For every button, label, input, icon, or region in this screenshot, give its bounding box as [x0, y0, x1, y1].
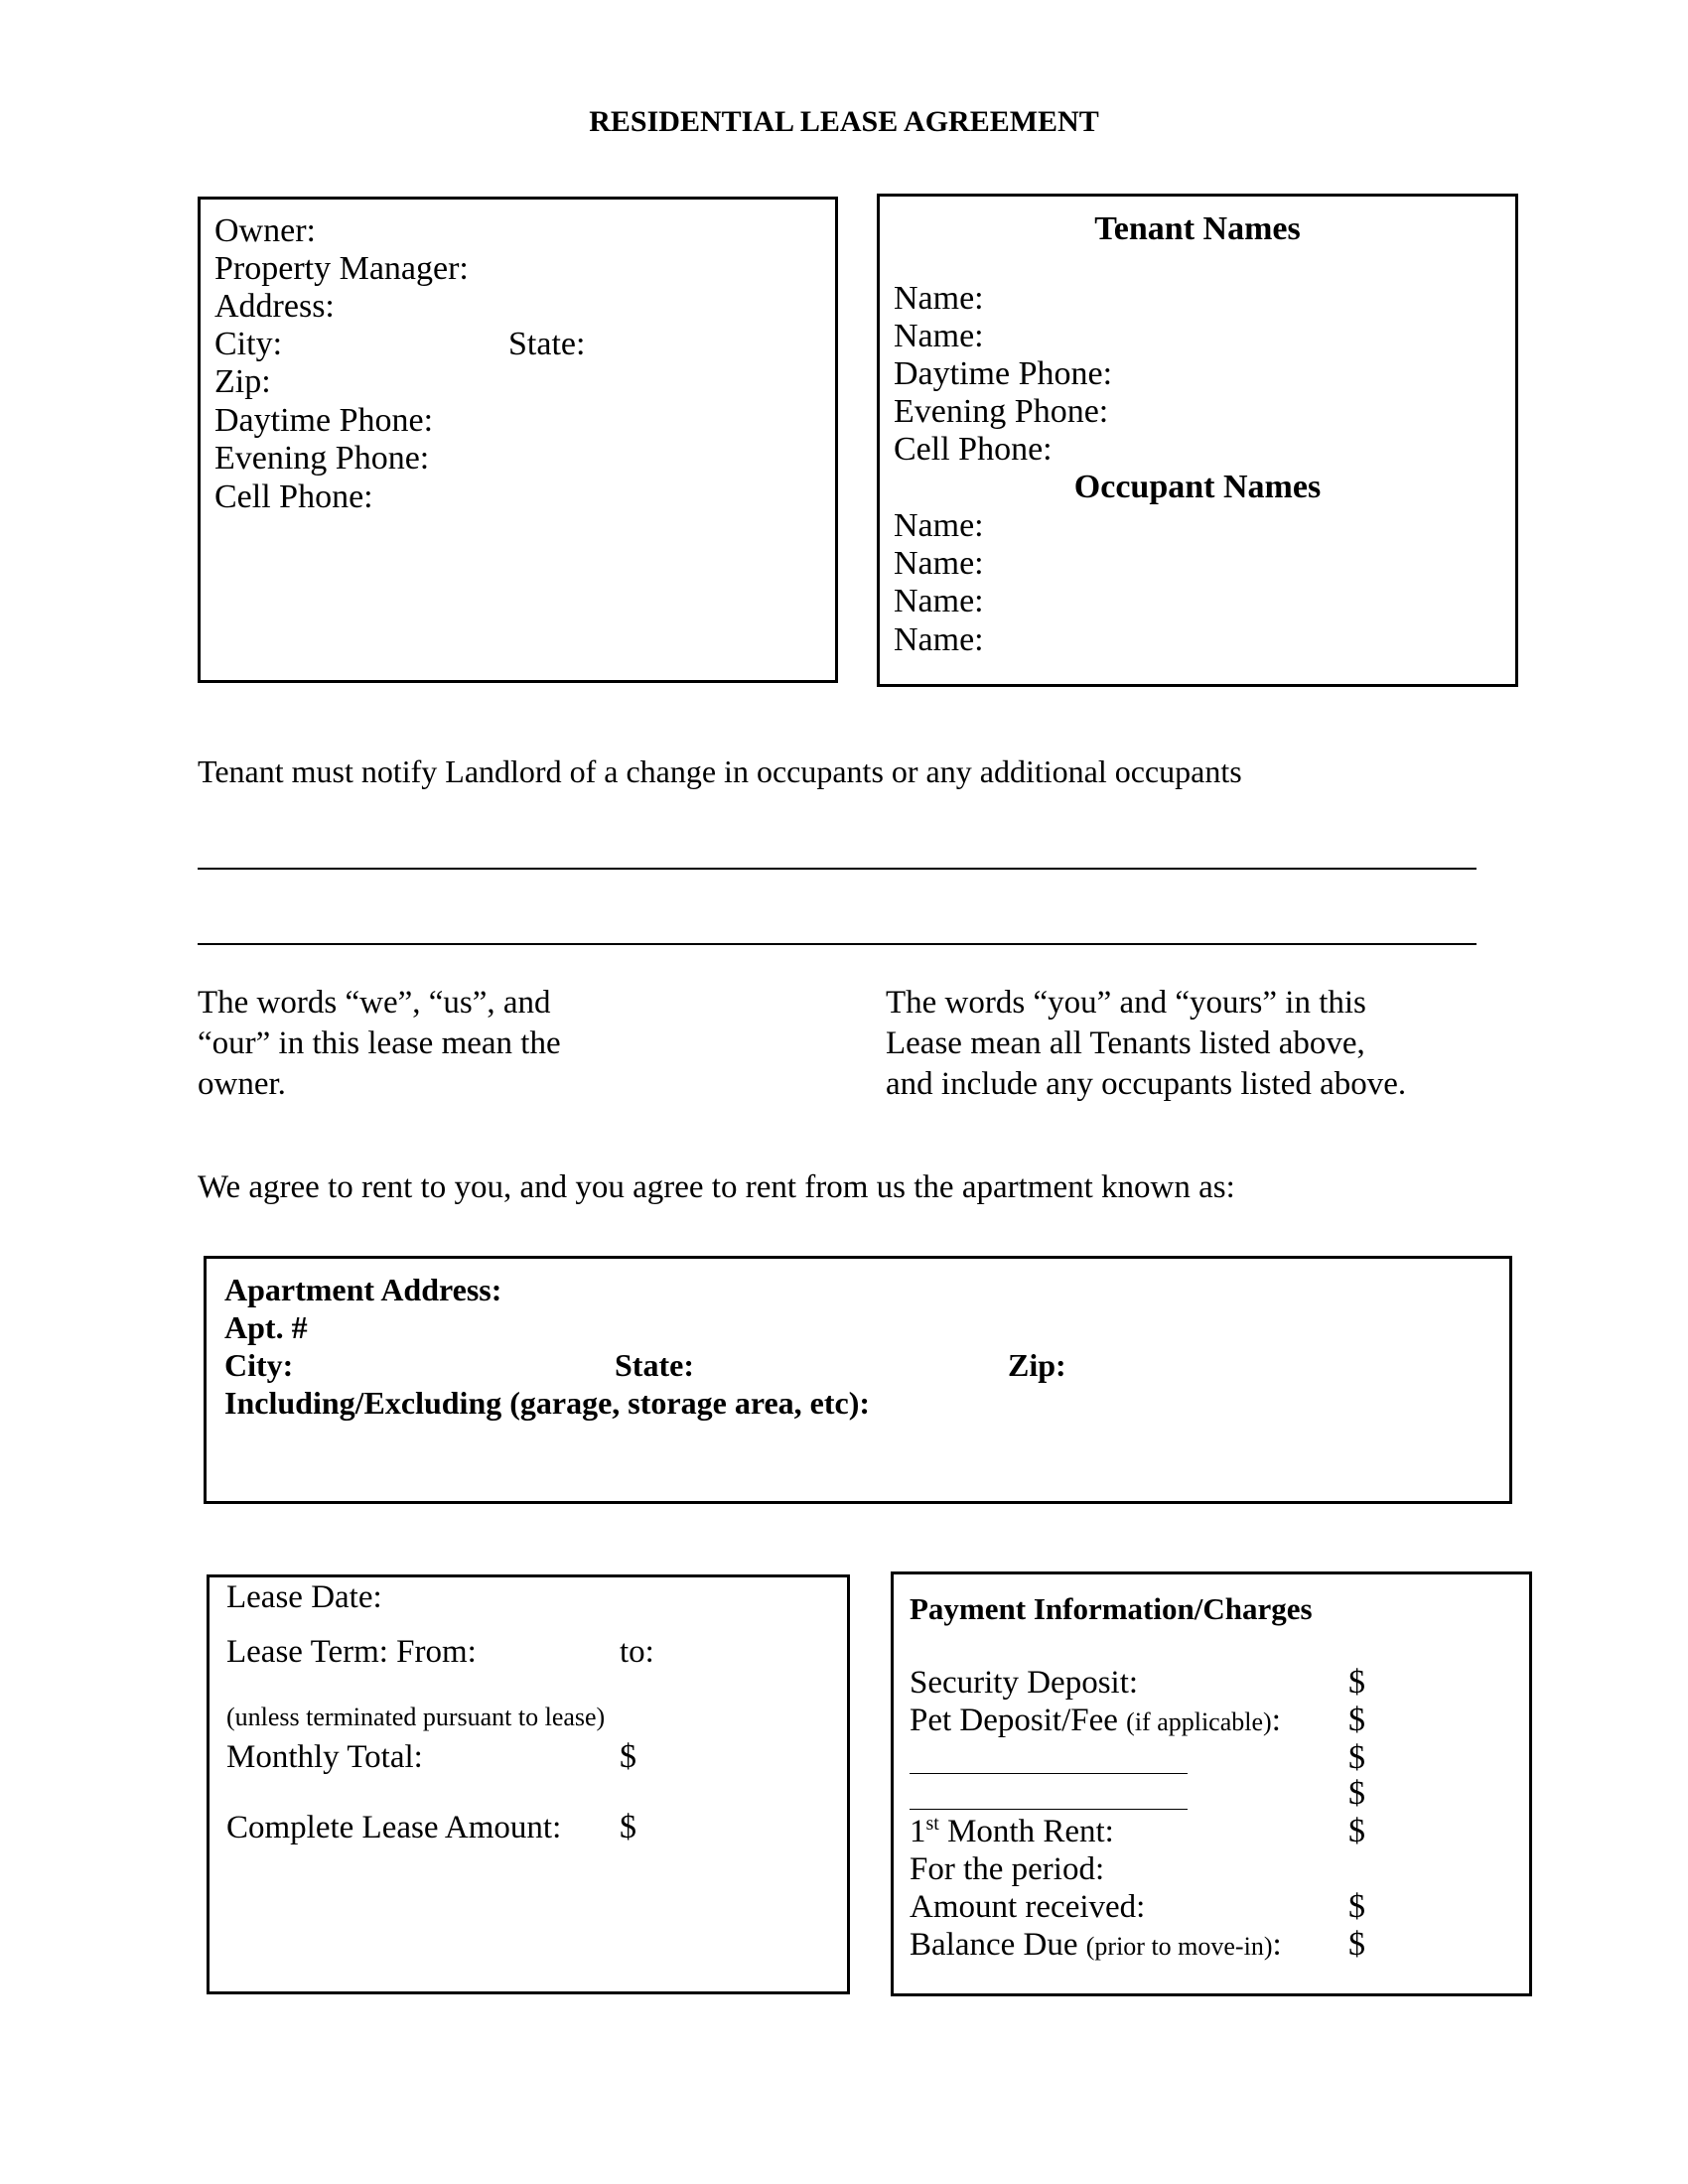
occupant-notice: Tenant must notify Landlord of a change in occupants or any additional occupants [198, 753, 1242, 789]
unless-terminated-note: (unless terminated pursuant to lease) [226, 1703, 606, 1731]
pet-deposit-text: Pet Deposit/Fee [910, 1703, 1118, 1738]
complete-lease-amount-label: Complete Lease Amount: [226, 1810, 562, 1845]
apartment-state-label: State: [615, 1347, 694, 1383]
definition-we-line-1: The words “we”, “us”, and [198, 985, 551, 1021]
city-label: City: [214, 326, 283, 362]
other-charge-1-currency: $ [1348, 1739, 1365, 1776]
owner-label: Owner: [214, 212, 316, 249]
tenant-cell-phone-label: Cell Phone: [894, 431, 1053, 468]
pet-deposit-colon: : [1271, 1703, 1281, 1738]
monthly-total-currency: $ [620, 1738, 636, 1775]
occupant-name-4-label: Name: [894, 621, 984, 658]
lease-term-to-label: to: [620, 1634, 654, 1670]
definition-we-line-3: owner. [198, 1066, 286, 1102]
amount-received-currency: $ [1348, 1888, 1365, 1925]
first-month-superscript: st [925, 1813, 939, 1835]
first-month-rent-currency: $ [1348, 1813, 1365, 1849]
monthly-total-label: Monthly Total: [226, 1739, 423, 1775]
owner-evening-phone-label: Evening Phone: [214, 440, 430, 477]
tenant-names-heading: Tenant Names [1094, 210, 1301, 247]
apt-number-label: Apt. # [224, 1309, 308, 1345]
pet-deposit-note: (if applicable) [1126, 1707, 1272, 1736]
for-period-label: For the period: [910, 1851, 1105, 1887]
apartment-zip-label: Zip: [1008, 1347, 1066, 1383]
first-month-number: 1 [910, 1814, 926, 1849]
balance-due-text: Balance Due [910, 1927, 1078, 1963]
occupant-name-1-label: Name: [894, 507, 984, 544]
tenant-name-1-label: Name: [894, 280, 984, 317]
apartment-address-label: Apartment Address: [224, 1272, 502, 1307]
pet-deposit-label [910, 1702, 1281, 1741]
other-charge-line-2[interactable] [910, 1809, 1188, 1810]
lease-term-from-label: Lease Term: From: [226, 1634, 477, 1670]
complete-lease-amount-currency: $ [620, 1809, 636, 1845]
balance-due-label [910, 1926, 1282, 1966]
lease-date-label: Lease Date: [226, 1579, 382, 1615]
address-label: Address: [214, 288, 335, 325]
tenant-name-2-label: Name: [894, 318, 984, 354]
balance-due-note: (prior to move-in) [1085, 1932, 1273, 1961]
occupant-change-line-2[interactable] [198, 943, 1477, 945]
owner-cell-phone-label: Cell Phone: [214, 478, 373, 515]
definition-we-line-2: “our” in this lease mean the [198, 1025, 561, 1061]
balance-due-currency: $ [1348, 1926, 1365, 1963]
balance-due-colon: : [1272, 1927, 1282, 1963]
occupant-name-2-label: Name: [894, 545, 984, 582]
agreement-sentence: We agree to rent to you, and you agree to rent from us the apartment known as: [198, 1169, 1235, 1205]
zip-label: Zip: [214, 363, 271, 400]
first-month-text: Month Rent: [938, 1814, 1114, 1849]
definition-you-line-1: The words “you” and “yours” in this [886, 985, 1366, 1021]
definition-you-line-3: and include any occupants listed above. [886, 1066, 1407, 1102]
state-label: State: [508, 326, 586, 362]
occupant-change-line-1[interactable] [198, 868, 1477, 870]
other-charge-2-currency: $ [1348, 1775, 1365, 1812]
pet-deposit-currency: $ [1348, 1702, 1365, 1738]
other-charge-line-1[interactable] [910, 1773, 1188, 1774]
owner-daytime-phone-label: Daytime Phone: [214, 402, 434, 439]
security-deposit-label: Security Deposit: [910, 1665, 1139, 1701]
definition-we [198, 983, 561, 1105]
definition-you [886, 983, 1406, 1105]
document-title: RESIDENTIAL LEASE AGREEMENT [589, 105, 1099, 138]
occupant-names-heading: Occupant Names [1073, 469, 1322, 505]
definition-you-line-2: Lease mean all Tenants listed above, [886, 1025, 1365, 1061]
including-excluding-label: Including/Excluding (garage, storage area, etc): [224, 1385, 871, 1421]
security-deposit-currency: $ [1348, 1664, 1365, 1701]
tenant-daytime-phone-label: Daytime Phone: [894, 355, 1113, 392]
occupant-name-3-label: Name: [894, 583, 984, 619]
tenant-evening-phone-label: Evening Phone: [894, 393, 1109, 430]
amount-received-label: Amount received: [910, 1889, 1146, 1925]
property-manager-label: Property Manager: [214, 250, 469, 287]
apartment-city-label: City: [224, 1347, 294, 1383]
payment-heading: Payment Information/Charges [910, 1591, 1313, 1626]
first-month-rent-label [910, 1813, 1114, 1850]
